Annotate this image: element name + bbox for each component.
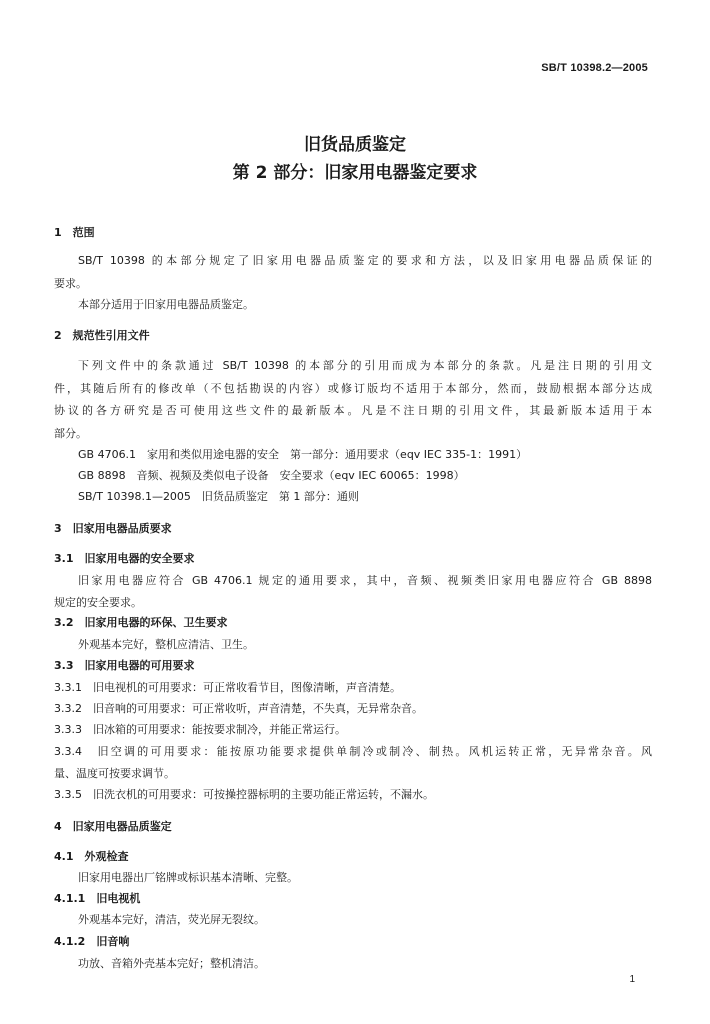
section-3-1-para-a: 旧家用电器应符合 GB 4706.1 规定的通用要求，其中，音频、视频类旧家用电器应符合 GB 8898 <box>78 574 652 587</box>
section-4-1-1-para: 外观基本完好，清洁，荧光屏无裂纹。 <box>78 913 265 926</box>
section-3-3-3: 3.3.3 旧冰箱的可用要求：能按要求制冷，并能正常运行。 <box>54 723 346 736</box>
section-4-heading: 4 旧家用电器品质鉴定 <box>54 820 172 833</box>
document-title: 旧货品质鉴定 <box>304 135 406 155</box>
section-4-1-heading: 4.1 外观检查 <box>54 850 129 863</box>
standard-code: SB/T 10398.2—2005 <box>541 62 648 74</box>
document-subtitle: 第 2 部分：旧家用电器鉴定要求 <box>232 163 478 183</box>
section-3-3-1: 3.3.1 旧电视机的可用要求：可正常收看节目，图像清晰，声音清楚。 <box>54 681 401 694</box>
section-4-1-1-heading: 4.1.1 旧电视机 <box>54 892 141 905</box>
section-1-para-1a: SB/T 10398 的本部分规定了旧家用电器品质鉴定的要求和方法，以及旧家用电器品质保证的 <box>78 254 652 267</box>
section-3-heading: 3 旧家用电器品质要求 <box>54 522 172 535</box>
section-1-para-1b: 要求。 <box>54 277 87 290</box>
section-3-2-heading: 3.2 旧家用电器的环保、卫生要求 <box>54 616 228 629</box>
section-2-para-1b: 件，其随后所有的修改单（不包括勘误的内容）或修订版均不适用于本部分，然而，鼓励根据本部分达成 <box>54 382 652 395</box>
section-2-para-1c: 协议的各方研究是否可使用这些文件的最新版本。凡是不注日期的引用文件，其最新版本适用于本 <box>54 404 652 417</box>
section-3-1-para-b: 规定的安全要求。 <box>54 596 142 609</box>
section-4-1-2-heading: 4.1.2 旧音响 <box>54 935 130 948</box>
section-3-2-para: 外观基本完好，整机应清洁、卫生。 <box>78 638 254 651</box>
reference-gb4706: GB 4706.1 家用和类似用途电器的安全 第一部分：通用要求（eqv IEC 335-1：1991） <box>78 448 528 461</box>
section-3-3-4a: 3.3.4 旧空调的可用要求：能按原功能要求提供单制冷或制冷、制热。风机运转正常，无异常杂音。风 <box>54 745 652 758</box>
section-3-3-2: 3.3.2 旧音响的可用要求：可正常收听，声音清楚，不失真，无异常杂音。 <box>54 702 423 715</box>
section-2-heading: 2 规范性引用文件 <box>54 329 150 342</box>
section-1-para-2: 本部分适用于旧家用电器品质鉴定。 <box>78 298 254 311</box>
section-3-1-heading: 3.1 旧家用电器的安全要求 <box>54 552 195 565</box>
section-3-3-heading: 3.3 旧家用电器的可用要求 <box>54 659 195 672</box>
section-1-heading: 1 范围 <box>54 226 95 239</box>
reference-sbt10398-1: SB/T 10398.1—2005 旧货品质鉴定 第 1 部分：通则 <box>78 490 359 503</box>
reference-gb8898: GB 8898 音频、视频及类似电子设备 安全要求（eqv IEC 60065：1998） <box>78 469 465 482</box>
section-2-para-1d: 部分。 <box>54 427 87 440</box>
page-number: 1 <box>629 974 635 985</box>
section-4-1-2-para: 功放、音箱外壳基本完好；整机清洁。 <box>78 957 265 970</box>
section-2-para-1a: 下列文件中的条款通过 SB/T 10398 的本部分的引用而成为本部分的条款。凡是注日期的引用文 <box>78 359 652 372</box>
section-3-3-5: 3.3.5 旧洗衣机的可用要求：可按操控器标明的主要功能正常运转，不漏水。 <box>54 788 434 801</box>
section-3-3-4b: 量、温度可按要求调节。 <box>54 767 175 780</box>
section-4-1-para: 旧家用电器出厂铭牌或标识基本清晰、完整。 <box>78 871 298 884</box>
